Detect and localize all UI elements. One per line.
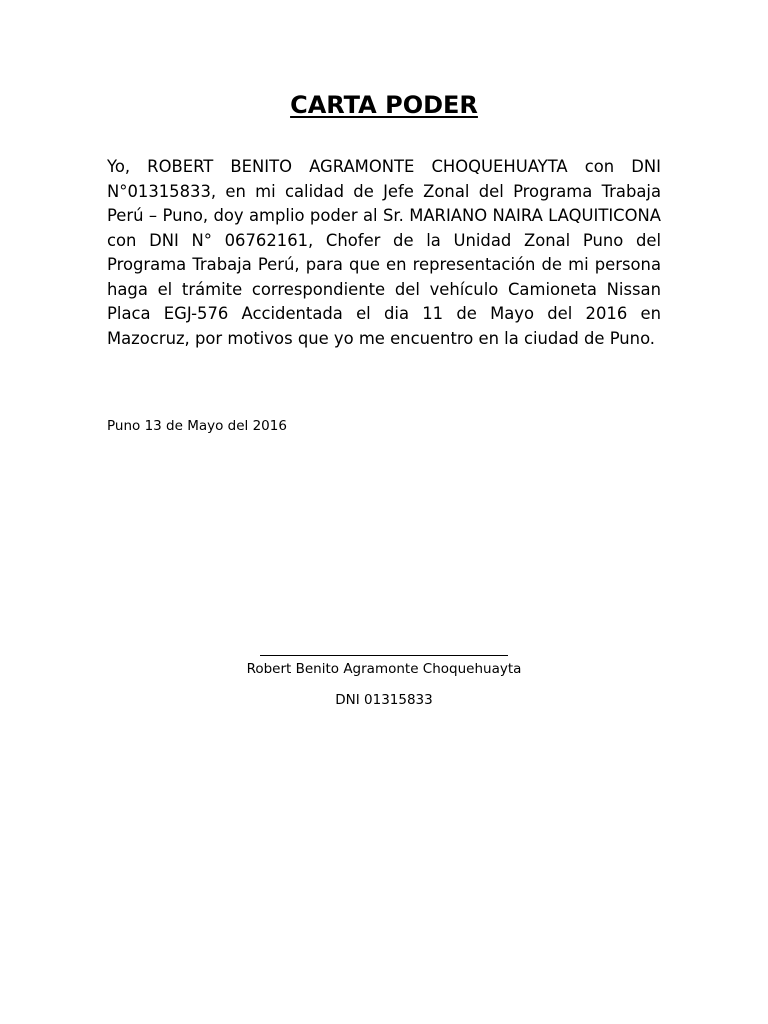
document-body: Yo, ROBERT BENITO AGRAMONTE CHOQUEHUAYTA con DNI N°01315833, en mi calidad de Jefe Zonal del Programa Trabaja Perú – Puno, doy amplio poder al Sr. MARIANO NAIRA LAQUITICONA con DNI N° 06762161, Chofer de la Unidad Zonal Puno del Programa Trabaja Perú, para que en representación de mi persona haga el trámite correspondiente del vehículo Camioneta Nissan Placa EGJ-576 Accidentada el dia 11 de Mayo del 2016 en Mazocruz, por motivos que yo me encuentro en la ciudad de Puno.: [107, 157, 661, 348]
signature-name: Robert Benito Agramonte Choquehuayta: [246, 661, 522, 677]
document-title: CARTA PODER: [290, 91, 478, 119]
document-date: Puno 13 de Mayo del 2016: [107, 418, 287, 434]
signature-dni: DNI 01315833: [335, 692, 433, 708]
signature-line: [260, 655, 508, 656]
